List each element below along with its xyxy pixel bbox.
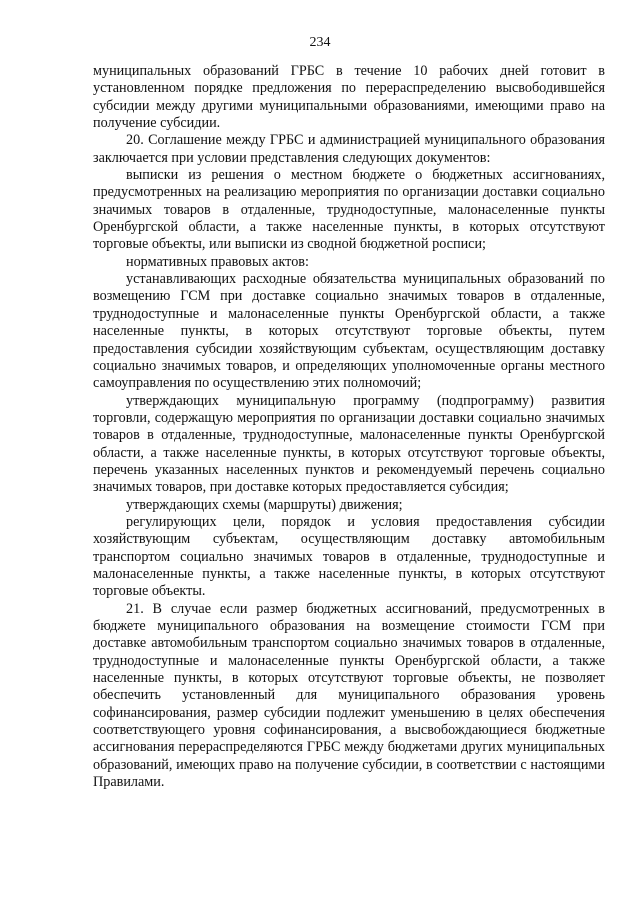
paragraph-approving-program: утверждающих муниципальную программу (подпрограмму) развития торговли, содержащую мероприятия по организации доставки социально значимых товаров в отдаленные, труднодоступные, малонаселенные пункты Оренбургской области, а также населенные пункты, в которых отсутствуют торговые объекты, перечень указанных населенных пунктов и рекомендуемый перечень социально значимых товаров, при доставке которых предоставляется субсидия;: [93, 392, 605, 496]
paragraph-budget-extract: выписки из решения о местном бюджете о бюджетных ассигнованиях, предусмотренных на реализацию мероприятия по организации доставки социально значимых товаров в отдаленные, труднодоступные, малонаселенные пункты Оренбургской области, а также населенные пункты, в которых отсутствуют торговые объекты, или выписки из сводной бюджетной росписи;: [93, 167, 605, 253]
paragraph-clause-20: 20. Соглашение между ГРБС и администрацией муниципального образования заключается при условии представления следующих документов:: [93, 132, 605, 166]
paragraph-normative-acts: нормативных правовых актов:: [126, 253, 309, 270]
paragraph-approving-routes: утверждающих схемы (маршруты) движения;: [126, 496, 403, 513]
paragraph-continuation: муниципальных образований ГРБС в течение 10 рабочих дней готовит в установленном порядке предложения по перераспределению высвободившейся субсидии между другими муниципальными образованиями, имеющими право на получение субсидии.: [93, 63, 605, 132]
page-number: 234: [309, 35, 331, 50]
paragraph-clause-21: 21. В случае если размер бюджетных ассигнований, предусмотренных в бюджете муниципального образования на возмещение стоимости ГСМ при доставке автомобильным транспортом социально значимых товаров в отдаленные, труднодоступные и малонаселенные пункты Оренбургской области, а также населенные пункты, в которых отсутствуют торговые объекты, не позволяет обеспечить установленный для муниципального образования уровень софинансирования, размер субсидии подлежит уменьшению в целях обеспечения соответствующего уровня софинансирования, а высвобождающиеся бюджетные ассигнования перераспределяются ГРБС между бюджетами других муниципальных образований, имеющих право на получение субсидии, в соответствии с настоящими Правилами.: [93, 600, 605, 791]
document-body: [93, 63, 605, 791]
paragraph-regulating-conditions: регулирующих цели, порядок и условия предоставления субсидии хозяйствующим субъектам, осуществляющим доставку автомобильным транспортом социально значимых товаров в отдаленные, труднодоступные и малонаселенные пункты, а также населенные пункты, в которых отсутствуют торговые объекты.: [93, 513, 605, 600]
paragraph-establishing-obligations: устанавливающих расходные обязательства муниципальных образований по возмещению ГСМ при доставке социально значимых товаров в отдаленные, труднодоступные и малонаселенные пункты Оренбургской области, а также населенные пункты, в которых отсутствуют торговые объекты, путем предоставления субсидии хозяйствующим субъектам, осуществляющим доставку социально значимых товаров, и определяющих уполномоченные органы местного самоуправления по осуществлению этих полномочий;: [93, 271, 605, 392]
